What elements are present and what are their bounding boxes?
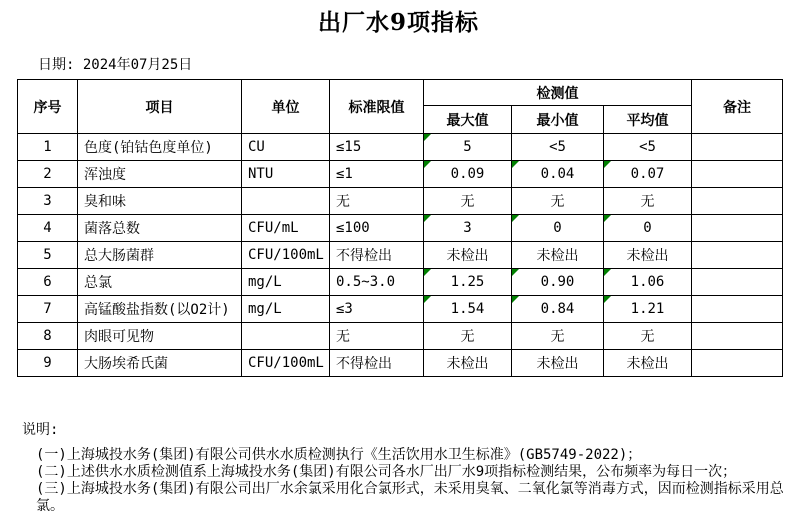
table-body [18, 134, 783, 377]
cell-remark [692, 215, 783, 242]
cell-avg: 1.21 [604, 296, 692, 323]
cell-remark [692, 323, 783, 350]
cell-limit: 0.5~3.0 [330, 269, 424, 296]
cell-unit: NTU [242, 161, 330, 188]
note-line: (三)上海城投水务(集团)有限公司出厂水余氯采用化合氯形式，未采用臭氧、二氧化氯等消毒方式，因而检测指标采用总氯。 [36, 481, 784, 514]
cell-item: 高锰酸盐指数(以O2计) [78, 296, 242, 323]
header-remark: 备注 [692, 80, 783, 134]
cell-limit: 不得检出 [330, 242, 424, 269]
cell-unit [242, 188, 330, 215]
cell-limit: ≤15 [330, 134, 424, 161]
cell-item: 总氯 [78, 269, 242, 296]
cell-avg: 无 [604, 323, 692, 350]
cell-seq: 7 [18, 296, 78, 323]
cell-limit: ≤3 [330, 296, 424, 323]
cell-item: 臭和味 [78, 188, 242, 215]
cell-item: 总大肠菌群 [78, 242, 242, 269]
cell-remark [692, 296, 783, 323]
table-row [18, 350, 783, 377]
cell-limit: 无 [330, 188, 424, 215]
table-row [18, 296, 783, 323]
cell-unit [242, 323, 330, 350]
cell-seq: 2 [18, 161, 78, 188]
page-title: 出厂水9项指标 [317, 9, 479, 36]
header-min: 最小值 [512, 106, 604, 134]
cell-unit: CFU/mL [242, 215, 330, 242]
cell-remark [692, 269, 783, 296]
cell-unit: CFU/100mL [242, 350, 330, 377]
cell-max: 无 [424, 323, 512, 350]
header-unit: 单位 [242, 80, 330, 134]
cell-avg: 0.07 [604, 161, 692, 188]
cell-limit: ≤100 [330, 215, 424, 242]
cell-limit: 不得检出 [330, 350, 424, 377]
cell-min: 0.84 [512, 296, 604, 323]
cell-seq: 4 [18, 215, 78, 242]
table-row [18, 134, 783, 161]
cell-remark [692, 242, 783, 269]
header-avg: 平均值 [604, 106, 692, 134]
cell-limit: ≤1 [330, 161, 424, 188]
cell-max: 未检出 [424, 242, 512, 269]
cell-item: 菌落总数 [78, 215, 242, 242]
cell-limit: 无 [330, 323, 424, 350]
cell-avg: 1.06 [604, 269, 692, 296]
table-row [18, 188, 783, 215]
cell-unit: CU [242, 134, 330, 161]
cell-item: 色度(铂钴色度单位) [78, 134, 242, 161]
cell-max: 未检出 [424, 350, 512, 377]
note-line: (一)上海城投水务(集团)有限公司供水水质检测执行《生活饮用水卫生标准》(GB5749-2022)； [36, 447, 642, 463]
cell-seq: 6 [18, 269, 78, 296]
cell-min: 0.90 [512, 269, 604, 296]
water-quality-table [17, 79, 783, 377]
cell-item: 肉眼可见物 [78, 323, 242, 350]
cell-seq: 5 [18, 242, 78, 269]
table-row [18, 215, 783, 242]
cell-avg: 未检出 [604, 242, 692, 269]
cell-min: 0 [512, 215, 604, 242]
table-row [18, 242, 783, 269]
cell-max: 1.25 [424, 269, 512, 296]
note-line: (二)上述供水水质检测值系上海城投水务(集团)有限公司各水厂出厂水9项指标检测结果，公布频率为每日一次； [36, 464, 737, 480]
cell-min: 未检出 [512, 242, 604, 269]
cell-avg: 0 [604, 215, 692, 242]
report-date: 日期: 2024年07月25日 [38, 57, 193, 73]
cell-avg: 无 [604, 188, 692, 215]
cell-min: 无 [512, 323, 604, 350]
table-header-row-1 [18, 80, 783, 106]
cell-max: 3 [424, 215, 512, 242]
header-detection: 检测值 [424, 80, 692, 106]
header-max: 最大值 [424, 106, 512, 134]
cell-min: <5 [512, 134, 604, 161]
table-row [18, 269, 783, 296]
cell-unit: CFU/100mL [242, 242, 330, 269]
cell-seq: 1 [18, 134, 78, 161]
notes-list [36, 447, 797, 515]
notes-label: 说明: [22, 422, 59, 438]
cell-min: 未检出 [512, 350, 604, 377]
cell-max: 无 [424, 188, 512, 215]
cell-remark [692, 188, 783, 215]
cell-remark [692, 134, 783, 161]
cell-seq: 9 [18, 350, 78, 377]
cell-min: 无 [512, 188, 604, 215]
header-seq: 序号 [18, 80, 78, 134]
cell-max: 0.09 [424, 161, 512, 188]
cell-min: 0.04 [512, 161, 604, 188]
cell-remark [692, 350, 783, 377]
cell-avg: <5 [604, 134, 692, 161]
cell-unit: mg/L [242, 296, 330, 323]
cell-item: 浑浊度 [78, 161, 242, 188]
cell-seq: 3 [18, 188, 78, 215]
cell-unit: mg/L [242, 269, 330, 296]
cell-max: 5 [424, 134, 512, 161]
table-row [18, 161, 783, 188]
cell-item: 大肠埃希氏菌 [78, 350, 242, 377]
cell-max: 1.54 [424, 296, 512, 323]
header-item: 项目 [78, 80, 242, 134]
cell-seq: 8 [18, 323, 78, 350]
header-limit: 标准限值 [330, 80, 424, 134]
table-row [18, 323, 783, 350]
cell-avg: 未检出 [604, 350, 692, 377]
cell-remark [692, 161, 783, 188]
